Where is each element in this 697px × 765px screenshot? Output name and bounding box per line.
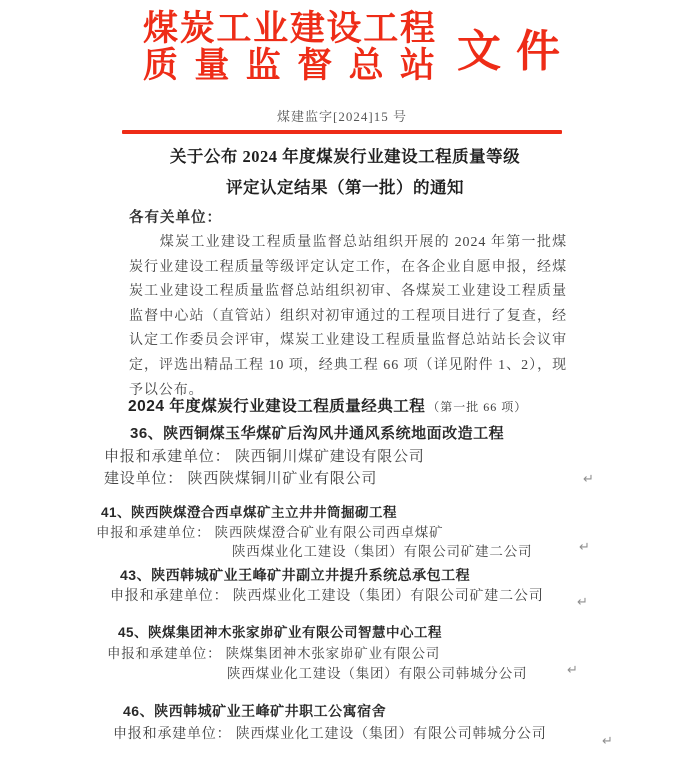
list-heading-note: （第一批 66 项） <box>427 400 528 414</box>
return-mark-icon: ↵ <box>577 595 588 610</box>
return-mark-icon: ↵ <box>602 734 613 749</box>
notice-title <box>110 141 580 203</box>
project-construction-unit: 建设单位： 陕西陕煤铜川矿业有限公司 <box>104 471 378 487</box>
project-declaring-unit: 申报和承建单位： 陕西煤业化工建设（集团）有限公司韩城分公司 <box>113 727 547 742</box>
project-declaring-unit-2: 陕西煤业化工建设（集团）有限公司矿建二公司 <box>232 544 533 559</box>
project-declaring-unit-2: 陕西煤业化工建设（集团）有限公司韩城分公司 <box>227 666 528 681</box>
return-mark-icon: ↵ <box>579 540 590 555</box>
project-item-41 <box>96 503 532 562</box>
project-declaring-unit: 申报和承建单位： 陕西煤业化工建设（集团）有限公司矿建二公司 <box>110 589 544 604</box>
project-item-45 <box>107 623 527 685</box>
return-mark-icon: ↵ <box>583 472 594 487</box>
project-declaring-unit: 申报和承建单位： 陕西陕煤澄合矿业有限公司西卓煤矿 <box>96 524 444 540</box>
project-title: 36、陕西铜煤玉华煤矿后沟风井通风系统地面改造工程 <box>130 425 505 442</box>
return-mark-icon: ↵ <box>567 663 578 678</box>
project-item-36 <box>104 423 504 491</box>
notice-title-line1: 关于公布 2024 年度煤炭行业建设工程质量等级 <box>169 147 521 166</box>
doc-type-label: 文件 <box>457 27 575 76</box>
project-declaring-unit: 申报和承建单位： 陕西铜川煤矿建设有限公司 <box>104 448 425 465</box>
notice-body: 煤炭工业建设工程质量监督总站组织开展的 2024 年第一批煤炭行业建设工程质量等级评定认定工作，在各企业自愿申报，经煤炭工业建设工程质量监督总站组织初审、各煤炭工业建设工程质量监督中心站（直管站）组织对初审通过的工程项目进行了复查，经认定工作委员会评审，煤炭工业建设工程质量监督总站站长会议审定，评选出精品工程 10 项，经典工程 66 项（详见附件 1、2），现予以公布。 <box>129 235 567 398</box>
project-title: 43、陕西韩城矿业王峰矿井副立井提升系统总承包工程 <box>120 567 471 583</box>
letterhead <box>143 10 575 84</box>
project-title: 41、陕西陕煤澄合西卓煤矿主立井井筒掘砌工程 <box>101 505 398 520</box>
notice-title-line2: 评定认定结果（第一批）的通知 <box>226 178 464 197</box>
doc-number: 煤建监字[2024]15 号 <box>277 109 407 124</box>
project-title: 46、陕西韩城矿业王峰矿井职工公寓宿舍 <box>123 703 387 719</box>
org-name-line2: 质量监督总站 <box>143 46 435 85</box>
org-name <box>143 10 435 84</box>
project-title: 45、陕煤集团神木张家峁矿业有限公司智慧中心工程 <box>118 625 443 640</box>
salutation: 各有关单位： <box>129 210 222 226</box>
org-name-line1: 煤炭工业建设工程 <box>143 9 435 48</box>
project-item-43 <box>110 564 544 608</box>
project-declaring-unit: 申报和承建单位： 陕煤集团神木张家峁矿业有限公司 <box>107 645 441 661</box>
letterhead-divider <box>122 130 562 134</box>
list-heading-main: 2024 年度煤炭行业建设工程质量经典工程 <box>128 398 426 415</box>
list-heading <box>128 394 527 416</box>
project-item-46 <box>113 700 547 746</box>
